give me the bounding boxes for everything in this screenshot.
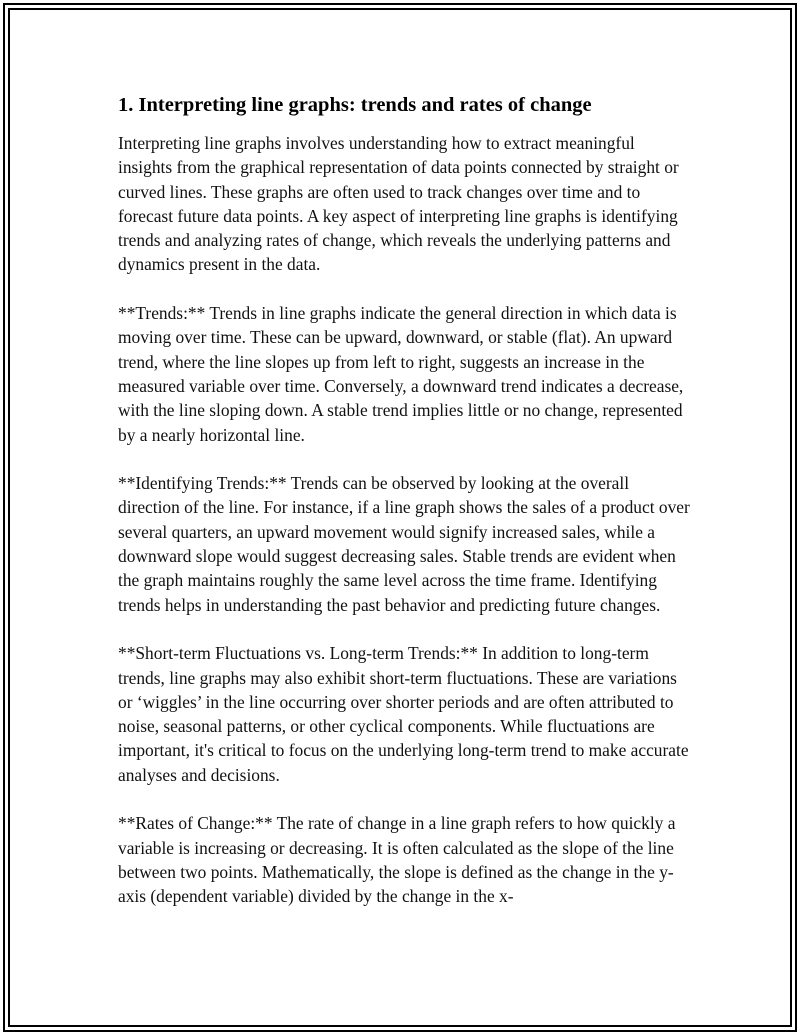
paragraph-identifying-trends: **Identifying Trends:** Trends can be observed by looking at the overall direction of the line. For instance, if a line graph shows the sales of a product over several quarters, an upward movement would signify increased sales, while a downward slope would suggest decreasing sales. Stable trends are evident when the graph maintains roughly the same level across the time frame. Identifying trends helps in understanding the past behavior and predicting future changes.: [118, 473, 690, 615]
section-heading: 1. Interpreting line graphs: trends and rates of change: [118, 94, 592, 116]
paragraph-trends: **Trends:** Trends in line graphs indicate the general direction in which data is moving over time. These can be upward, downward, or stable (flat). An upward trend, where the line slopes up from left to right, suggests an increase in the measured variable over time. Conversely, a downward trend indicates a decrease, with the line sloping down. A stable trend implies little or no change, represented by a nearly horizontal line.: [118, 303, 684, 445]
paragraph-intro: Interpreting line graphs involves understanding how to extract meaningful insights from the graphical representation of data points connected by straight or curved lines. These graphs are often used to track changes over time and to forecast future data points. A key aspect of interpreting line graphs is identifying trends and analyzing rates of change, which reveals the underlying patterns and dynamics present in the data.: [118, 133, 679, 275]
paragraph-rates-of-change: **Rates of Change:** The rate of change in a line graph refers to how quickly a variable is increasing or decreasing. It is often calculated as the slope of the line between two points. Mathematically, the slope is defined as the change in the y-axis (dependent variable) divided by the change in the x-: [118, 813, 676, 907]
paragraph-fluctuations: **Short-term Fluctuations vs. Long-term Trends:** In addition to long-term trends, line graphs may also exhibit short-term fluctuations. These are variations or ‘wiggles’ in the line occurring over shorter periods and are often attributed to noise, seasonal patterns, or other cyclical components. While fluctuations are important, it's critical to focus on the underlying long-term trend to make accurate analyses and decisions.: [118, 643, 689, 785]
document-body: [118, 92, 690, 909]
